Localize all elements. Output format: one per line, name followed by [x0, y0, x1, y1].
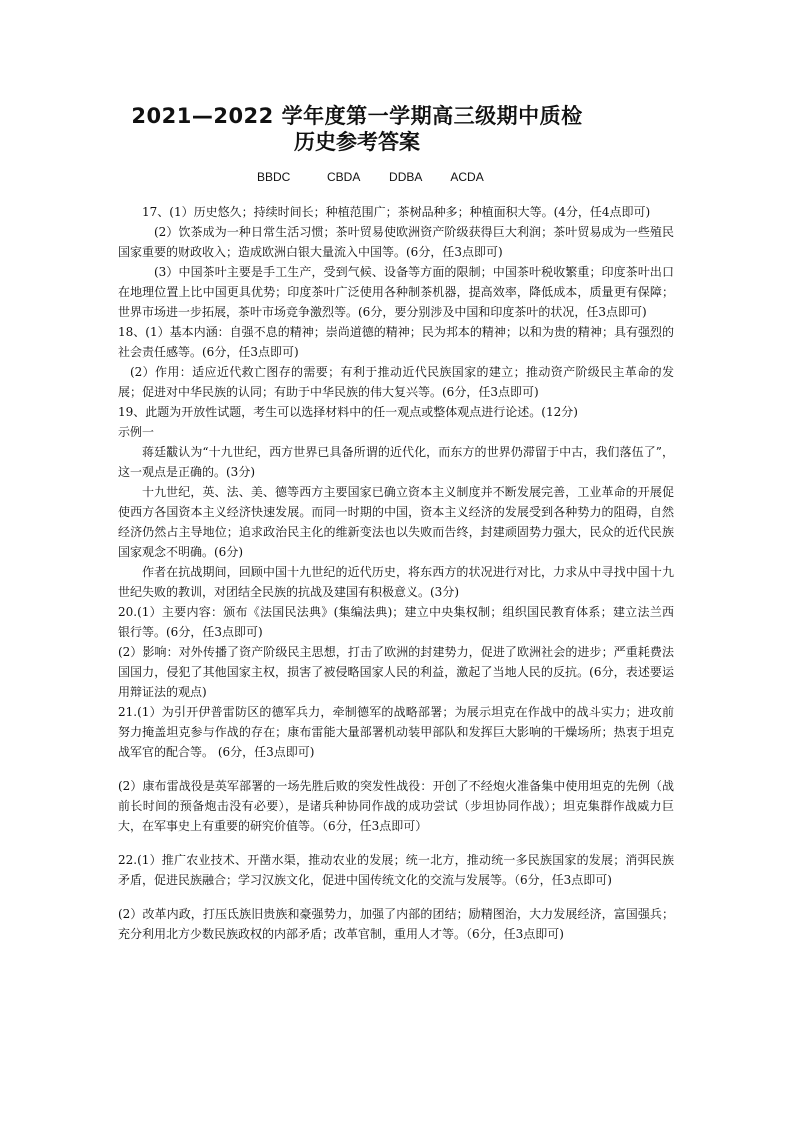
spacer	[118, 762, 674, 776]
q17-part1: 17、(1）历史悠久；持续时间长；种植范围广；茶树品种多；种植面积大等。(4分，任4点即可)	[142, 205, 651, 219]
q19-example-para2: 十九世纪，英、法、美、德等西方主要国家已确立资本主义制度并不断发展完善，工业革命的开展促使西方各国资本主义经济快速发展。而同一时期的中国，资本主义经济的发展受到各种势力的阻碍，自然经济仍然占主导地位；追求政治民主化的维新变法也以失败而告终，封建顽固势力强大，民众的近代民族国家观念不明确。(6分)	[118, 485, 674, 559]
q20-part1: 20.(1）主要内容：颁布《法国民法典》(集编法典)；建立中央集权制；组织国民教育体系；建立法兰西银行等。(6分，任3点即可)	[118, 605, 674, 639]
q19-example-label: 示例一	[118, 425, 155, 439]
q22-part1: 22.(1）推广农业技术、开凿水渠，推动农业的发展；统一北方，推动统一多民族国家的发展；消弭民族矛盾，促进民族融合；学习汉族文化，促进中国传统文化的交流与发展等。（6分，任3点即可)	[118, 853, 674, 887]
q20-part2: (2）影响：对外传播了资产阶级民主思想，打击了欧洲的封建势力，促进了欧洲社会的进步；严重耗费法国国力，侵犯了其他国家主权，损害了被侵略国家人民的利益，激起了当地人民的反抗。(6分，表述要运用辩证法的观点)	[118, 645, 674, 699]
document-title: 2021—2022 学年度第一学期高三级期中质检	[131, 104, 583, 128]
answer-content	[118, 202, 674, 944]
q21-part2: (2）康布雷战役是英军部署的一场先胜后败的突发性战役：开创了不经炮火准备集中使用坦克的先例（战前长时间的预备炮击没有必要），是诸兵种协同作战的成功尝试（步坦协同作战）；坦克集群作战威力巨大，在军事史上有重要的研究价值等。（6分，任3点即可）	[118, 779, 674, 833]
q17-part2: (2）饮茶成为一种日常生活习惯；茶叶贸易使欧洲资产阶级获得巨大利润；茶叶贸易成为一些殖民国家重要的财政收入；造成欧洲白银大量流入中国等。(6分，任3点即可)	[118, 225, 674, 259]
spacer	[118, 890, 674, 904]
q18-part1: 18、(1）基本内涵：自强不息的精神；崇尚道德的精神；民为邦本的精神；以和为贵的精神；具有强烈的社会责任感等。(6分，任3点即可)	[118, 325, 674, 359]
q19-intro: 19、此题为开放性试题，考生可以选择材料中的任一观点或整体观点进行论述。(12分)	[118, 405, 578, 419]
q22-part2: (2）改革内政，打压氐族旧贵族和豪强势力，加强了内部的团结；励精图治，大力发展经济，富国强兵；充分利用北方少数民族政权的内部矛盾；改革官制，重用人才等。（6分，任3点即可)	[118, 907, 674, 941]
multiple-choice-answers: BBDC CBDA DDBA ACDA	[257, 170, 484, 184]
q19-example-para3: 作者在抗战期间，回顾中国十九世纪的近代历史，将东西方的状况进行对比，力求从中寻找中国十九世纪失败的教训，对团结全民族的抗战及建国有积极意义。(3分)	[118, 565, 674, 599]
q17-part3: (3）中国茶叶主要是手工生产，受到气候、设备等方面的限制；中国茶叶税收繁重；印度茶叶出口在地理位置上比中国更具优势；印度茶叶广泛使用各种制茶机器，提高效率，降低成本，质量更有保障；世界市场进一步拓展，茶叶市场竞争激烈等。(6分，要分别涉及中国和印度茶叶的状况，任3点即可)	[118, 265, 674, 319]
q18-part2: (2）作用：适应近代救亡图存的需要；有利于推动近代民族国家的建立；推动资产阶级民主革命的发展；促进对中华民族的认同；有助于中华民族的伟大复兴等。(6分，任3点即可)	[118, 365, 674, 399]
spacer	[118, 836, 674, 850]
document-subtitle: 历史参考答案	[294, 130, 420, 154]
q19-example-para1: 蒋廷黻认为“十九世纪，西方世界已具备所谓的近代化，而东方的世界仍滞留于中古，我们落伍了”， 这一观点是正确的。(3分)	[118, 445, 674, 479]
q21-part1: 21.(1）为引开伊普雷防区的德军兵力，牵制德军的战略部署；为展示坦克在作战中的战斗实力；进攻前努力掩盖坦克参与作战的存在；康布雷能大量部署机动装甲部队和发挥巨大影响的干燥场所；热衷于坦克战军官的配合等。 (6分，任3点即可)	[118, 705, 674, 759]
